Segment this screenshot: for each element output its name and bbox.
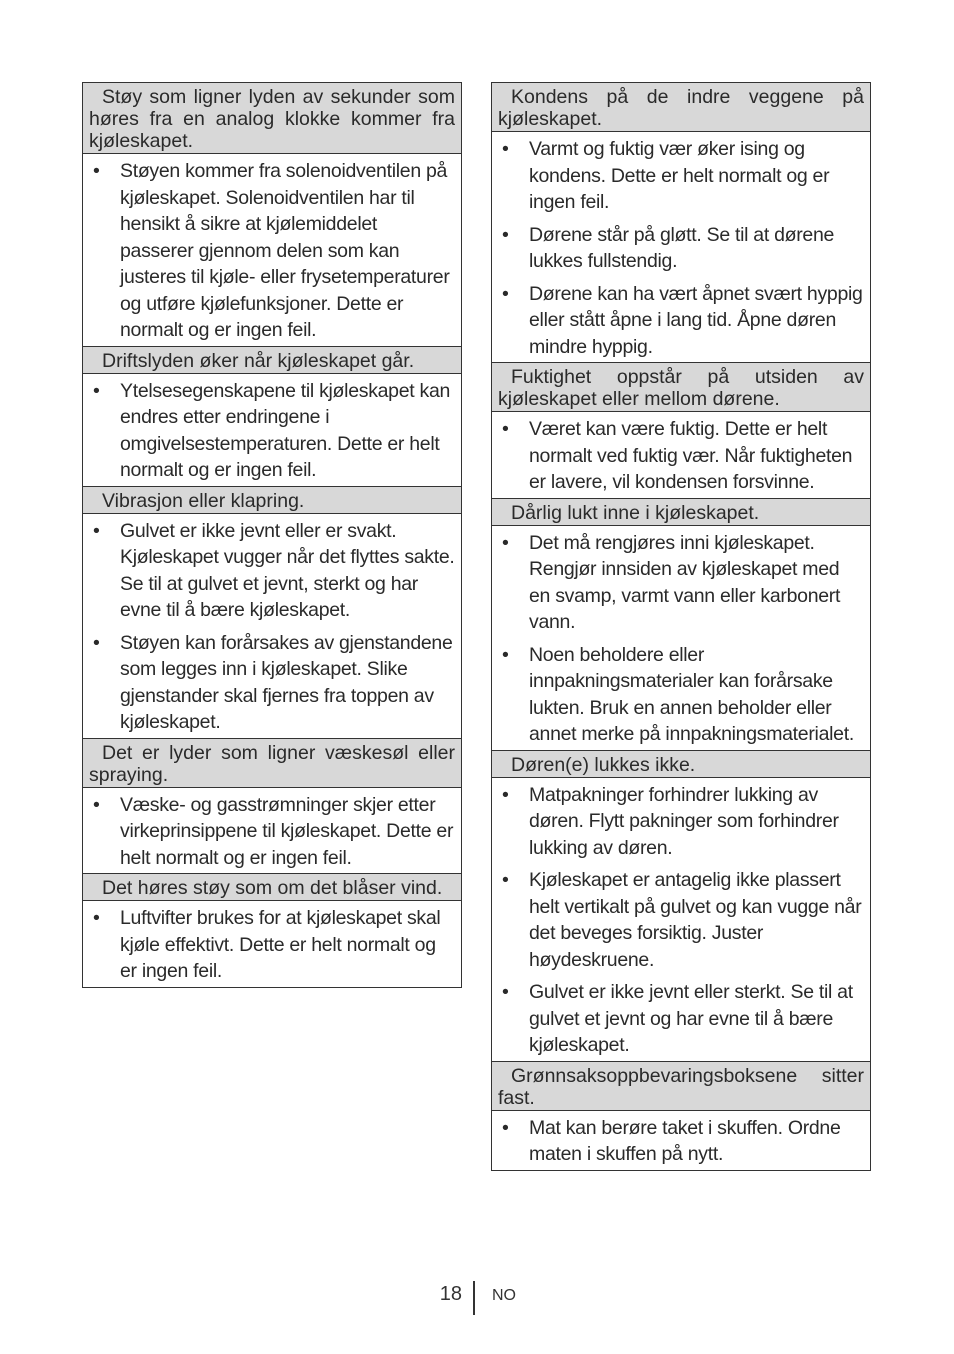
solution-text: Støyen kommer fra solenoidventilen på kjøleskapet. Solenoidventilen har til hensikt å sikre at kjølemiddelet passerer gjennom delen som kan justeres til kjøle- eller frysetemperaturer og utføre kjølefunksjoner. Dette er normalt og er ingen feil.	[120, 160, 450, 341]
solution-list	[492, 526, 870, 750]
problem-heading: Fuktighet oppstår på utsiden av kjøleskapet eller mellom dørene.	[492, 363, 870, 412]
bullet-icon: •	[93, 379, 100, 402]
trouble-block	[491, 498, 871, 751]
problem-heading: Kondens på de indre veggene på kjøleskapet.	[492, 83, 870, 132]
solution-item	[498, 979, 864, 1059]
solution-item	[498, 136, 864, 216]
bullet-icon: •	[502, 981, 509, 1003]
problem-heading: Vibrasjon eller klapring.	[83, 487, 461, 514]
trouble-block	[82, 738, 462, 875]
solution-item	[498, 1115, 864, 1168]
solution-list	[83, 374, 461, 486]
problem-heading: Støy som ligner lyden av sekunder som høres fra en analog klokke kommer fra kjøleskapet.	[83, 83, 461, 154]
bullet-icon: •	[502, 783, 509, 806]
bullet-icon: •	[93, 793, 100, 816]
bullet-icon: •	[93, 631, 100, 654]
solution-text: Luftvifter brukes for at kjøleskapet skal kjøle effektivt. Dette er helt normalt og er ingen feil.	[120, 907, 441, 982]
language-code: NO	[492, 1287, 516, 1304]
solution-list	[83, 154, 461, 346]
bullet-icon: •	[502, 531, 509, 554]
right-column	[491, 82, 871, 1171]
trouble-block	[82, 873, 462, 988]
solution-text: Varmt og fuktig vær øker ising og kondens. Dette er helt normalt og er ingen feil.	[529, 138, 830, 213]
solution-item	[89, 518, 455, 624]
solution-text: Gulvet er ikke jevnt eller er svakt. Kjøleskapet vugger når det flyttes sakte. Se til at gulvet et jevnt, sterkt og har evne til å bære kjøleskapet.	[120, 519, 455, 621]
solution-text: Dørene står på gløtt. Se til at dørene lukkes fullstendig.	[529, 223, 835, 272]
problem-heading: Det høres støy som om det blåser vind.	[83, 874, 461, 901]
trouble-block	[491, 1061, 871, 1171]
trouble-block	[491, 750, 871, 1062]
solution-list	[492, 778, 870, 1061]
solution-text: Noen beholdere eller innpakningsmaterialer kan forårsake lukten. Bruk en annen beholder eller annet merke på innpakningsmaterialet.	[529, 643, 854, 745]
problem-heading: Driftslyden øker når kjøleskapet går.	[83, 347, 461, 374]
bullet-icon: •	[502, 643, 509, 666]
solution-text: Dørene kan ha vært åpnet svært hyppig eller stått åpne i lang tid. Åpne døren mindre hyppig.	[529, 282, 863, 358]
solution-text: Støyen kan forårsakes av gjenstandene som legges inn i kjøleskapet. Slike gjenstander skal fjernes fra toppen av kjøleskapet.	[120, 631, 453, 733]
solution-item	[89, 378, 455, 484]
solution-text: Gulvet er ikke jevnt eller sterkt. Se til at gulvet et jevnt og har evne til å bære kjøleskapet.	[529, 981, 853, 1056]
solution-list	[83, 514, 461, 738]
bullet-icon: •	[502, 138, 509, 160]
solution-text: Mat kan berøre taket i skuffen. Ordne maten i skuffen på nytt.	[529, 1116, 841, 1165]
solution-item	[498, 530, 864, 636]
bullet-icon: •	[502, 418, 509, 440]
left-column	[82, 82, 462, 988]
solution-list	[83, 901, 461, 987]
trouble-block	[82, 82, 462, 347]
solution-item	[89, 905, 455, 985]
footer-divider	[473, 1281, 475, 1315]
solution-text: Kjøleskapet er antagelig ikke plassert helt vertikalt på gulvet og kan vugge når det beveges forsiktig. Juster høydeskruene.	[529, 869, 862, 971]
trouble-block	[491, 82, 871, 363]
bullet-icon: •	[93, 519, 100, 542]
solution-item	[89, 158, 455, 344]
solution-list	[492, 412, 870, 498]
solution-text: Det må rengjøres inni kjøleskapet. Rengjør innsiden av kjøleskapet med en svamp, varmt vann eller karbonert vann.	[529, 531, 841, 633]
solution-text: Matpakninger forhindrer lukking av døren. Flytt pakninger som forhindrer lukking av døren.	[529, 783, 839, 859]
bullet-icon: •	[502, 869, 509, 891]
solution-text: Været kan være fuktig. Dette er helt normalt ved fuktig vær. Når fuktigheten er lavere, vil kondensen forsvinne.	[529, 418, 853, 493]
page-number: 18	[439, 1283, 462, 1305]
solution-item	[498, 416, 864, 496]
page-footer	[0, 1281, 954, 1315]
trouble-block	[491, 362, 871, 499]
problem-heading: Dårlig lukt inne i kjøleskapet.	[492, 499, 870, 526]
solution-item	[498, 281, 864, 361]
bullet-icon: •	[502, 282, 509, 305]
solution-item	[89, 630, 455, 736]
solution-item	[498, 867, 864, 973]
solution-text: Ytelsesegenskapene til kjøleskapet kan endres etter endringene i omgivelsestemperaturen. Dette er helt normalt og er ingen feil.	[120, 379, 451, 481]
solution-item	[89, 792, 455, 872]
solution-item	[498, 222, 864, 275]
solution-list	[83, 788, 461, 874]
bullet-icon: •	[502, 1116, 509, 1139]
problem-heading: Det er lyder som ligner væskesøl eller spraying.	[83, 739, 461, 788]
solution-text: Væske- og gasstrømninger skjer etter virkeprinsippene til kjøleskapet. Dette er helt normalt og er ingen feil.	[120, 793, 454, 869]
trouble-block	[82, 486, 462, 739]
problem-heading: Døren(e) lukkes ikke.	[492, 751, 870, 778]
bullet-icon: •	[93, 907, 100, 929]
bullet-icon: •	[93, 160, 100, 182]
solution-item	[498, 782, 864, 862]
solution-list	[492, 1111, 870, 1170]
problem-heading: Grønnsaksoppbevaringsboksene sitter fast.	[492, 1062, 870, 1111]
trouble-block	[82, 346, 462, 487]
solution-list	[492, 132, 870, 362]
solution-item	[498, 642, 864, 748]
bullet-icon: •	[502, 223, 509, 246]
